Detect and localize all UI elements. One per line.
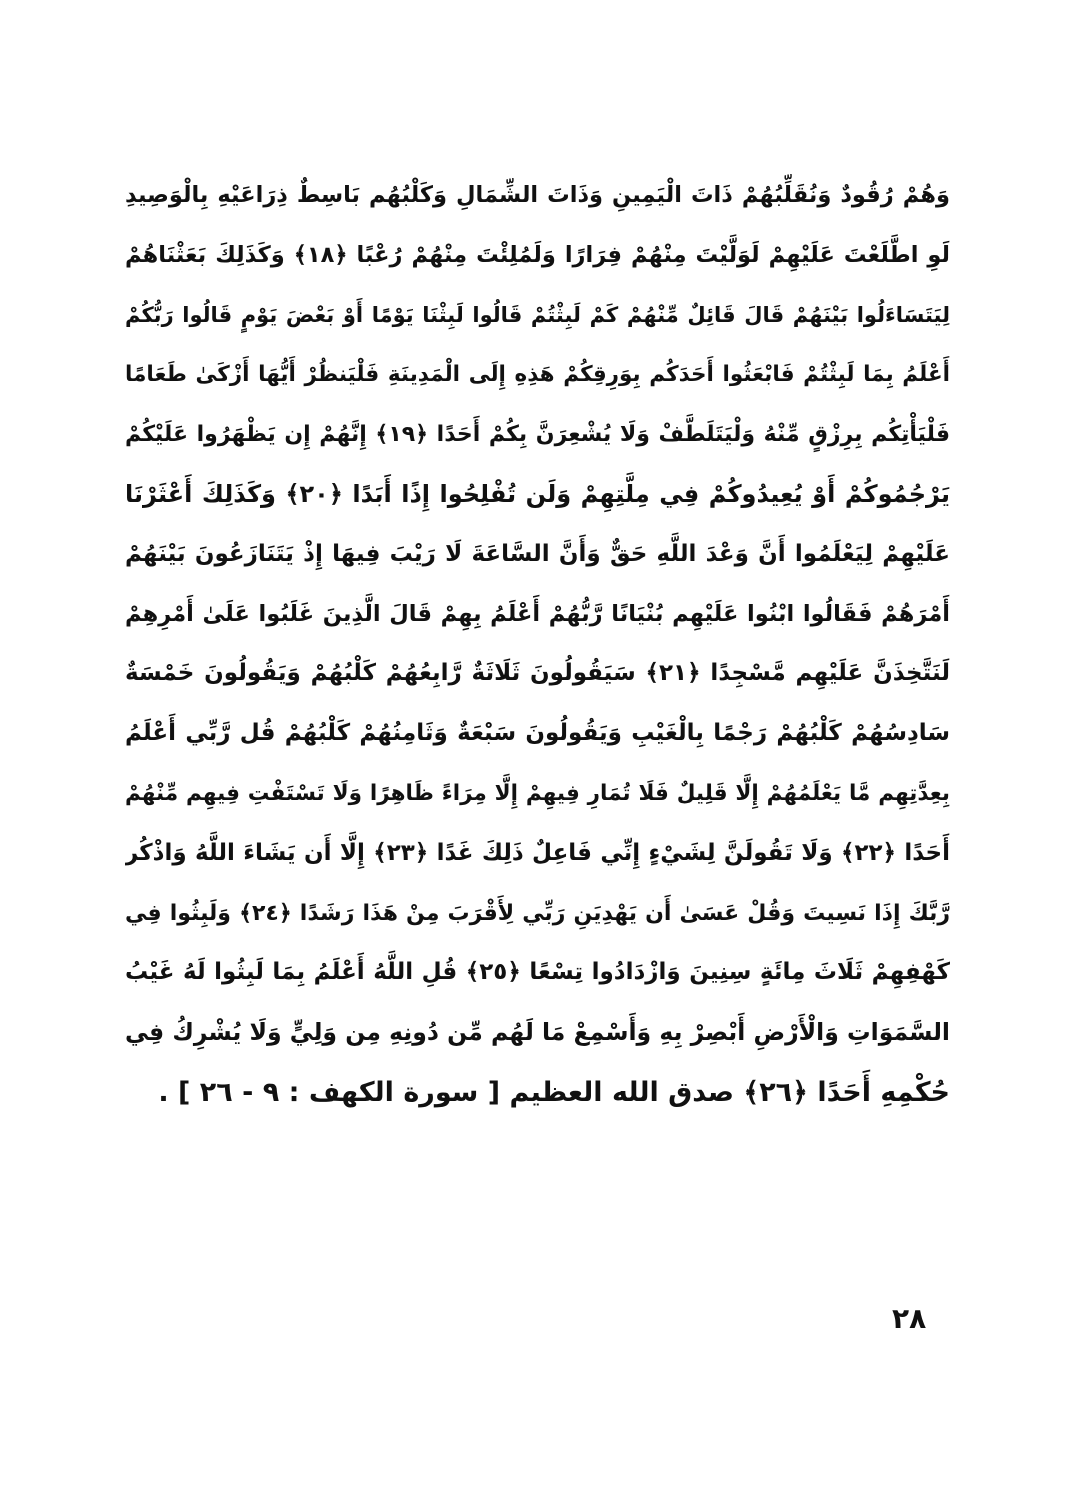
text-line: فَلْيَأْتِكُم بِرِزْقٍ مِّنْهُ وَلْيَتَلَطَّفْ وَلَا يُشْعِرَنَّ بِكُمْ أَحَدًا ﴿١٩﴾ إِنَّهُمْ إِن يَظْهَرُوا عَلَيْكُمْ: [125, 422, 950, 448]
quran-text-block: [125, 166, 950, 1123]
text-line: سَادِسُهُمْ كَلْبُهُمْ رَجْمًا بِالْغَيْبِ وَيَقُولُونَ سَبْعَةٌ وَثَامِنُهُمْ كَلْبُهُمْ قُل رَّبِّي أَعْلَمُ: [125, 720, 950, 747]
text-line: السَّمَوَاتِ وَالْأَرْضِ أَبْصِرْ بِهِ وَأَسْمِعْ مَا لَهُم مِّن دُونِهِ مِن وَلِيٍّ وَلَا يُشْرِكُ فِي: [125, 1018, 950, 1047]
text-line: عَلَيْهِمْ لِيَعْلَمُوا أَنَّ وَعْدَ اللَّهِ حَقٌّ وَأَنَّ السَّاعَةَ لَا رَيْبَ فِيهَا إِذْ يَتَنَازَعُونَ بَيْنَهُمْ: [125, 540, 950, 567]
text-line: لِيَتَسَاءَلُوا بَيْنَهُمْ قَالَ قَائِلٌ مِّنْهُمْ كَمْ لَبِثْتُمْ قَالُوا لَبِثْنَا يَوْمًا أَوْ بَعْضَ يَوْمٍ قَالُوا رَبُّكُمْ: [125, 302, 950, 327]
text-line-final: حُكْمِهِ أَحَدًا ﴿٢٦﴾ صدق الله العظيم [ سورة الكهف : ٩ - ٢٦ ] .: [158, 1076, 950, 1108]
text-line: أَعْلَمُ بِمَا لَبِثْتُمْ فَابْعَثُوا أَحَدَكُم بِوَرِقِكُمْ هَذِهِ إِلَى الْمَدِينَةِ فَلْيَنظُرْ أَيُّهَا أَزْكَىٰ طَعَامًا: [125, 362, 950, 388]
text-line: رَّبَّكَ إِذَا نَسِيتَ وَقُلْ عَسَىٰ أَن يَهْدِيَنِ رَبِّي لِأَقْرَبَ مِنْ هَذَا رَشَدًا ﴿٢٤﴾ وَلَبِثُوا فِي: [125, 900, 950, 926]
text-line: وَهُمْ رُقُودٌ وَنُقَلِّبُهُمْ ذَاتَ الْيَمِينِ وَذَاتَ الشِّمَالِ وَكَلْبُهُم بَاسِطٌ ذِرَاعَيْهِ بِالْوَصِيدِ: [125, 182, 950, 208]
text-line: يَرْجُمُوكُمْ أَوْ يُعِيدُوكُمْ فِي مِلَّتِهِمْ وَلَن تُفْلِحُوا إِذًا أَبَدًا ﴿٢٠﴾ وَكَذَلِكَ أَعْثَرْنَا: [125, 479, 950, 508]
text-line: بِعِدَّتِهِم مَّا يَعْلَمُهُمْ إِلَّا قَلِيلٌ فَلَا تُمَارِ فِيهِمْ إِلَّا مِرَاءً ظَاهِرًا وَلَا تَسْتَفْتِ فِيهِم مِّنْهُمْ: [125, 780, 950, 806]
text-line: لَنَتَّخِذَنَّ عَلَيْهِم مَّسْجِدًا ﴿٢١﴾ سَيَقُولُونَ ثَلَاثَةٌ رَّابِعُهُمْ كَلْبُهُمْ وَيَقُولُونَ خَمْسَةٌ: [125, 660, 950, 687]
page-number: ٢٨: [892, 1302, 927, 1335]
text-line: أَحَدًا ﴿٢٢﴾ وَلَا تَقُولَنَّ لِشَيْءٍ إِنِّي فَاعِلٌ ذَلِكَ غَدًا ﴿٢٣﴾ إِلَّا أَن يَشَاءَ اللَّهُ وَاذْكُر: [125, 839, 950, 866]
text-line: كَهْفِهِمْ ثَلَاثَ مِائَةٍ سِنِينَ وَازْدَادُوا تِسْعًا ﴿٢٥﴾ قُلِ اللَّهُ أَعْلَمُ بِمَا لَبِثُوا لَهُ غَيْبُ: [125, 959, 950, 986]
text-line: لَوِ اطَّلَعْتَ عَلَيْهِمْ لَوَلَّيْتَ مِنْهُمْ فِرَارًا وَلَمُلِئْتَ مِنْهُمْ رُعْبًا ﴿١٨﴾ وَكَذَلِكَ بَعَثْنَاهُمْ: [125, 241, 950, 268]
text-line: أَمْرَهُمْ فَقَالُوا ابْنُوا عَلَيْهِم بُنْيَانًا رَّبُّهُمْ أَعْلَمُ بِهِمْ قَالَ الَّذِينَ غَلَبُوا عَلَىٰ أَمْرِهِمْ: [125, 600, 950, 627]
